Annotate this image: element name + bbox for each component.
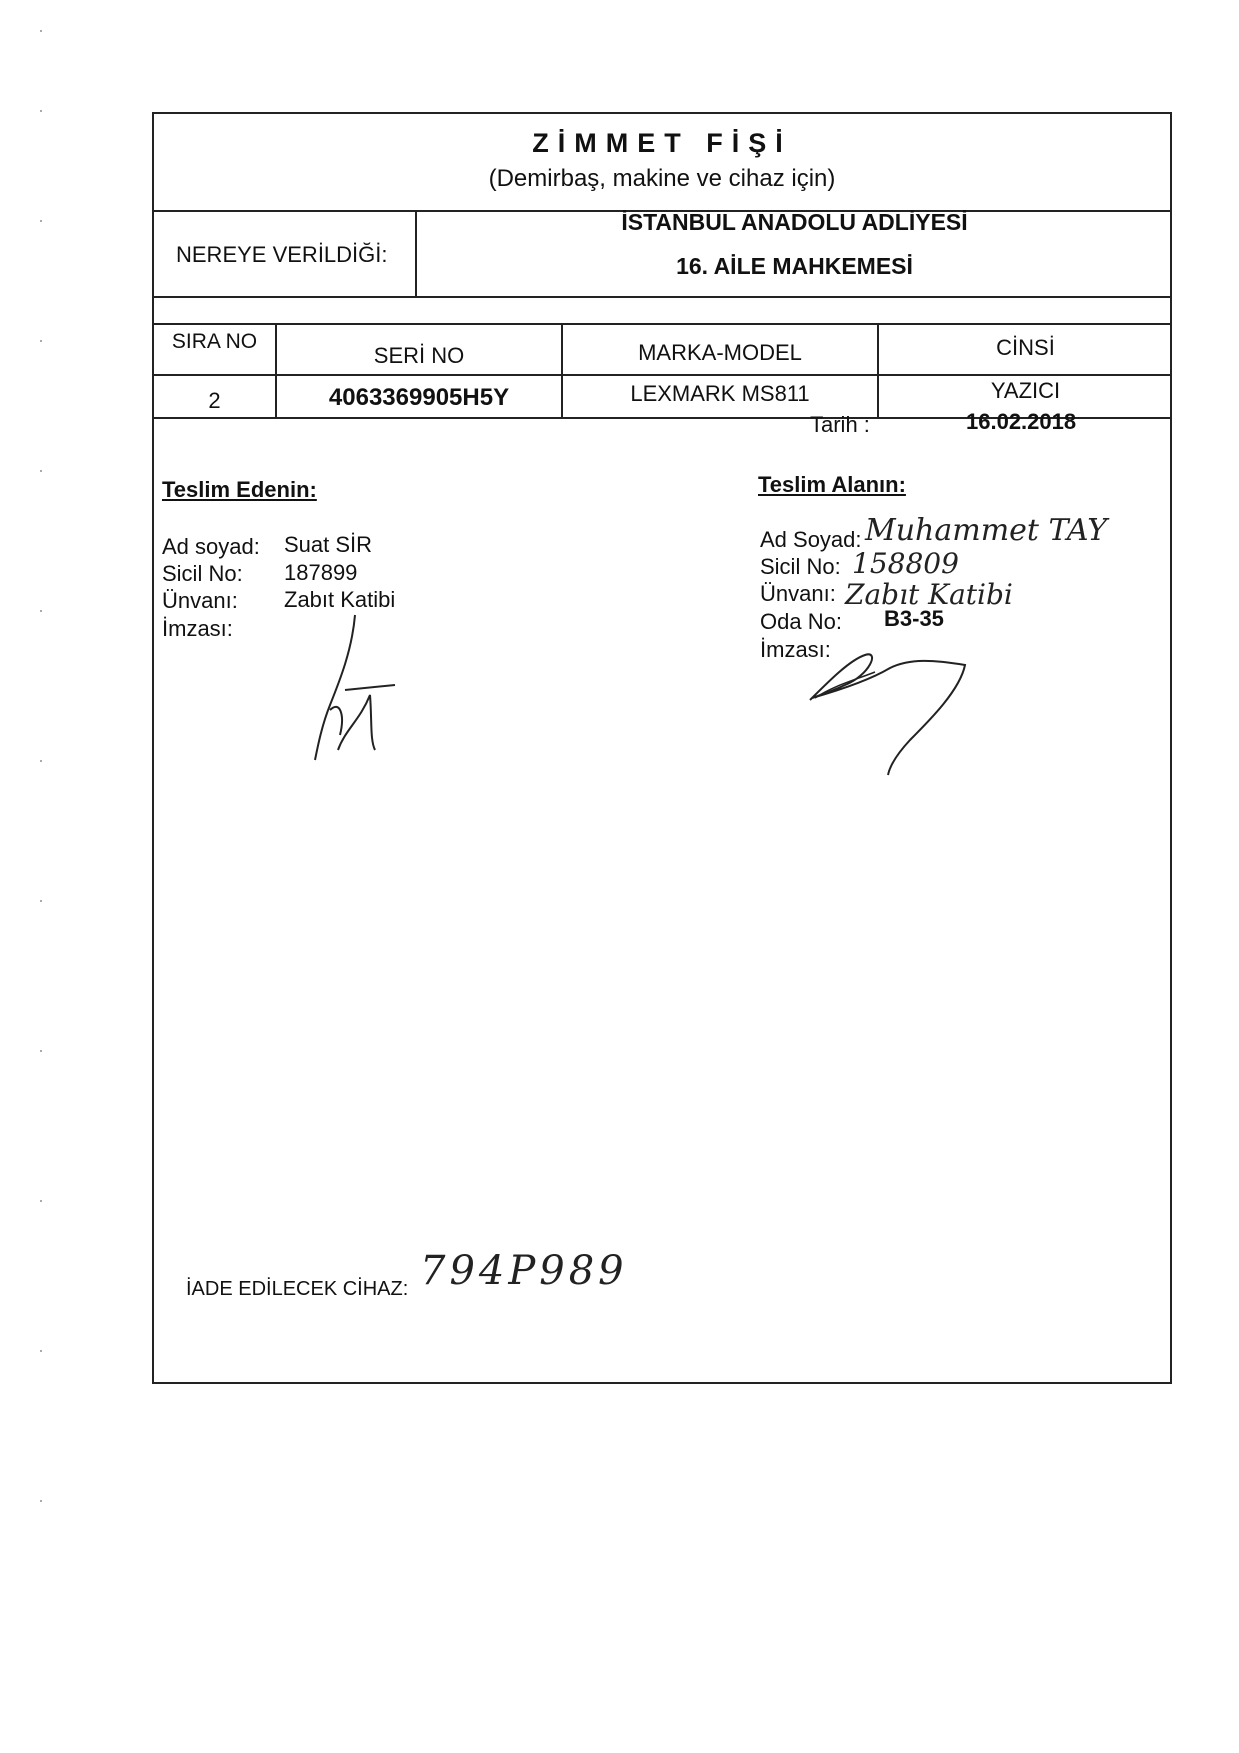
return-device-label: İADE EDİLECEK CİHAZ: <box>186 1278 409 1300</box>
giver-title: Zabıt Katibi <box>284 587 396 612</box>
receiver-name-label: Ad Soyad: <box>760 527 862 552</box>
giver-title-label: Ünvanı: <box>162 588 238 613</box>
destination-line1: İSTANBUL ANADOLU ADLİYESİ <box>621 209 968 235</box>
form-title: ZİMMET FİŞİ <box>532 128 792 158</box>
receiver-title-label: Ünvanı: <box>760 581 836 606</box>
receiver-room-label: Oda No: <box>760 609 842 634</box>
receiver-sicil: 158809 <box>852 547 959 580</box>
form-subtitle: (Demirbaş, makine ve cihaz için) <box>488 165 836 192</box>
cell-sira: 2 <box>208 388 221 413</box>
header-cinsi: CİNSİ <box>996 335 1055 360</box>
header-marka: MARKA-MODEL <box>638 340 802 365</box>
header-seri: SERİ NO <box>373 343 465 368</box>
giver-name-label: Ad soyad: <box>162 534 260 559</box>
receiver-sicil-label: Sicil No: <box>760 554 841 579</box>
receiver-signature <box>800 620 980 780</box>
giver-signature <box>300 610 410 770</box>
divider <box>152 323 1172 325</box>
receiver-title: Zabıt Katibi <box>845 578 1013 611</box>
return-device-value: 794P989 <box>420 1248 628 1294</box>
header-sira: SIRA NO <box>171 330 258 353</box>
date-value: 16.02.2018 <box>966 409 1077 434</box>
giver-sicil-label: Sicil No: <box>162 561 243 586</box>
cell-cinsi: YAZICI <box>990 378 1061 403</box>
date-label: Tarih : <box>810 412 870 437</box>
receiver-room: B3-35 <box>884 606 944 631</box>
divider <box>152 296 1172 298</box>
receiver-sign-label: İmzası: <box>760 637 831 662</box>
divider <box>152 374 1172 376</box>
giver-sign-label: İmzası: <box>162 616 233 641</box>
destination-line2: 16. AİLE MAHKEMESİ <box>676 253 913 279</box>
receiver-name: Muhammet TAY <box>865 513 1108 548</box>
giver-name: Suat SİR <box>284 532 373 557</box>
receiver-heading: Teslim Alanın: <box>758 472 906 497</box>
destination-label: NEREYE VERİLDİĞİ: <box>176 242 388 267</box>
giver-sicil: 187899 <box>284 560 358 585</box>
cell-marka: LEXMARK MS811 <box>630 381 810 406</box>
giver-heading: Teslim Edenin: <box>162 477 317 502</box>
cell-seri: 4063369905H5Y <box>328 384 510 411</box>
